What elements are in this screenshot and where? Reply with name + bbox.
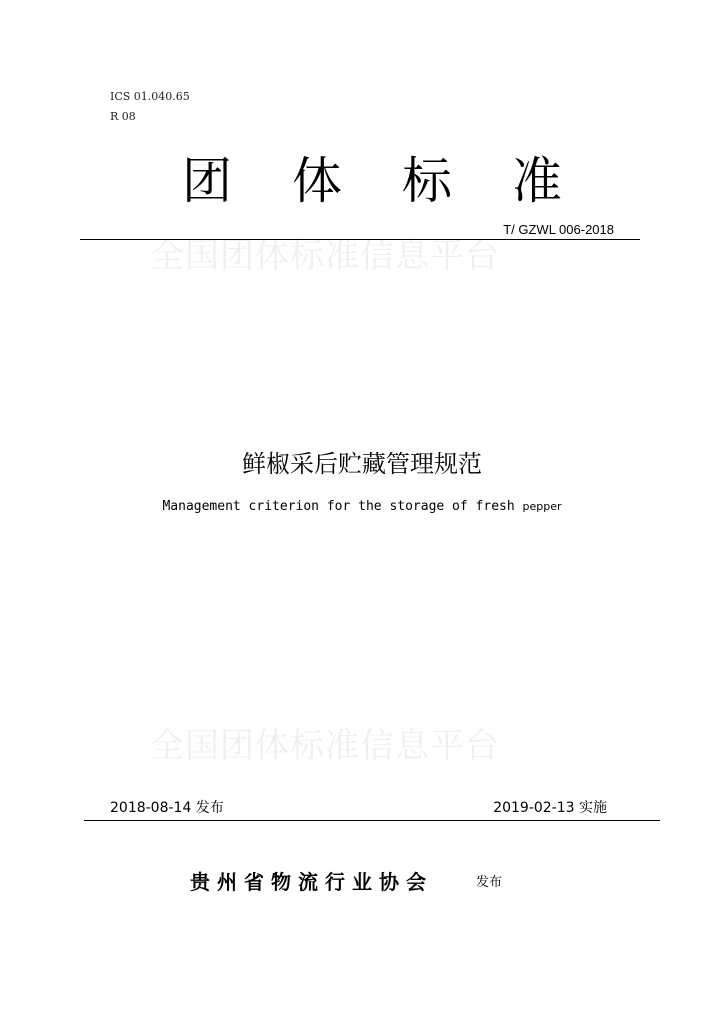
watermark-top [150, 222, 500, 276]
bottom-divider [84, 820, 660, 821]
page-title [182, 150, 562, 212]
title-char-2: 体 [292, 152, 342, 210]
implementation-date: 2019-02-13 实施 [493, 800, 607, 816]
document-title-en [0, 498, 724, 516]
category-code: R 08 [110, 110, 136, 123]
document-title-cn: 鲜椒采后贮藏管理规范 [242, 450, 482, 478]
standard-number: T/ GZWL 006-2018 [503, 222, 614, 237]
title-char-4: 准 [512, 152, 562, 210]
title-char-3: 标 [402, 152, 452, 210]
publish-date: 2018-08-14 发布 [110, 800, 224, 816]
publisher-suffix: 发布 [476, 875, 503, 890]
top-divider [80, 239, 640, 240]
watermark-middle: 全国团体标准信息平台 [150, 726, 500, 766]
ics-code: ICS 01.040.65 [110, 90, 190, 103]
document-title-en-main: Management criterion for the storage of fresh [162, 499, 515, 514]
watermark-top-text: 全国团体标准信息平台 [150, 236, 500, 276]
title-char-1: 团 [182, 152, 232, 210]
publisher-name: 贵州省物流行业协会 [190, 870, 433, 894]
document-title-en-tail: pepper [522, 500, 562, 513]
